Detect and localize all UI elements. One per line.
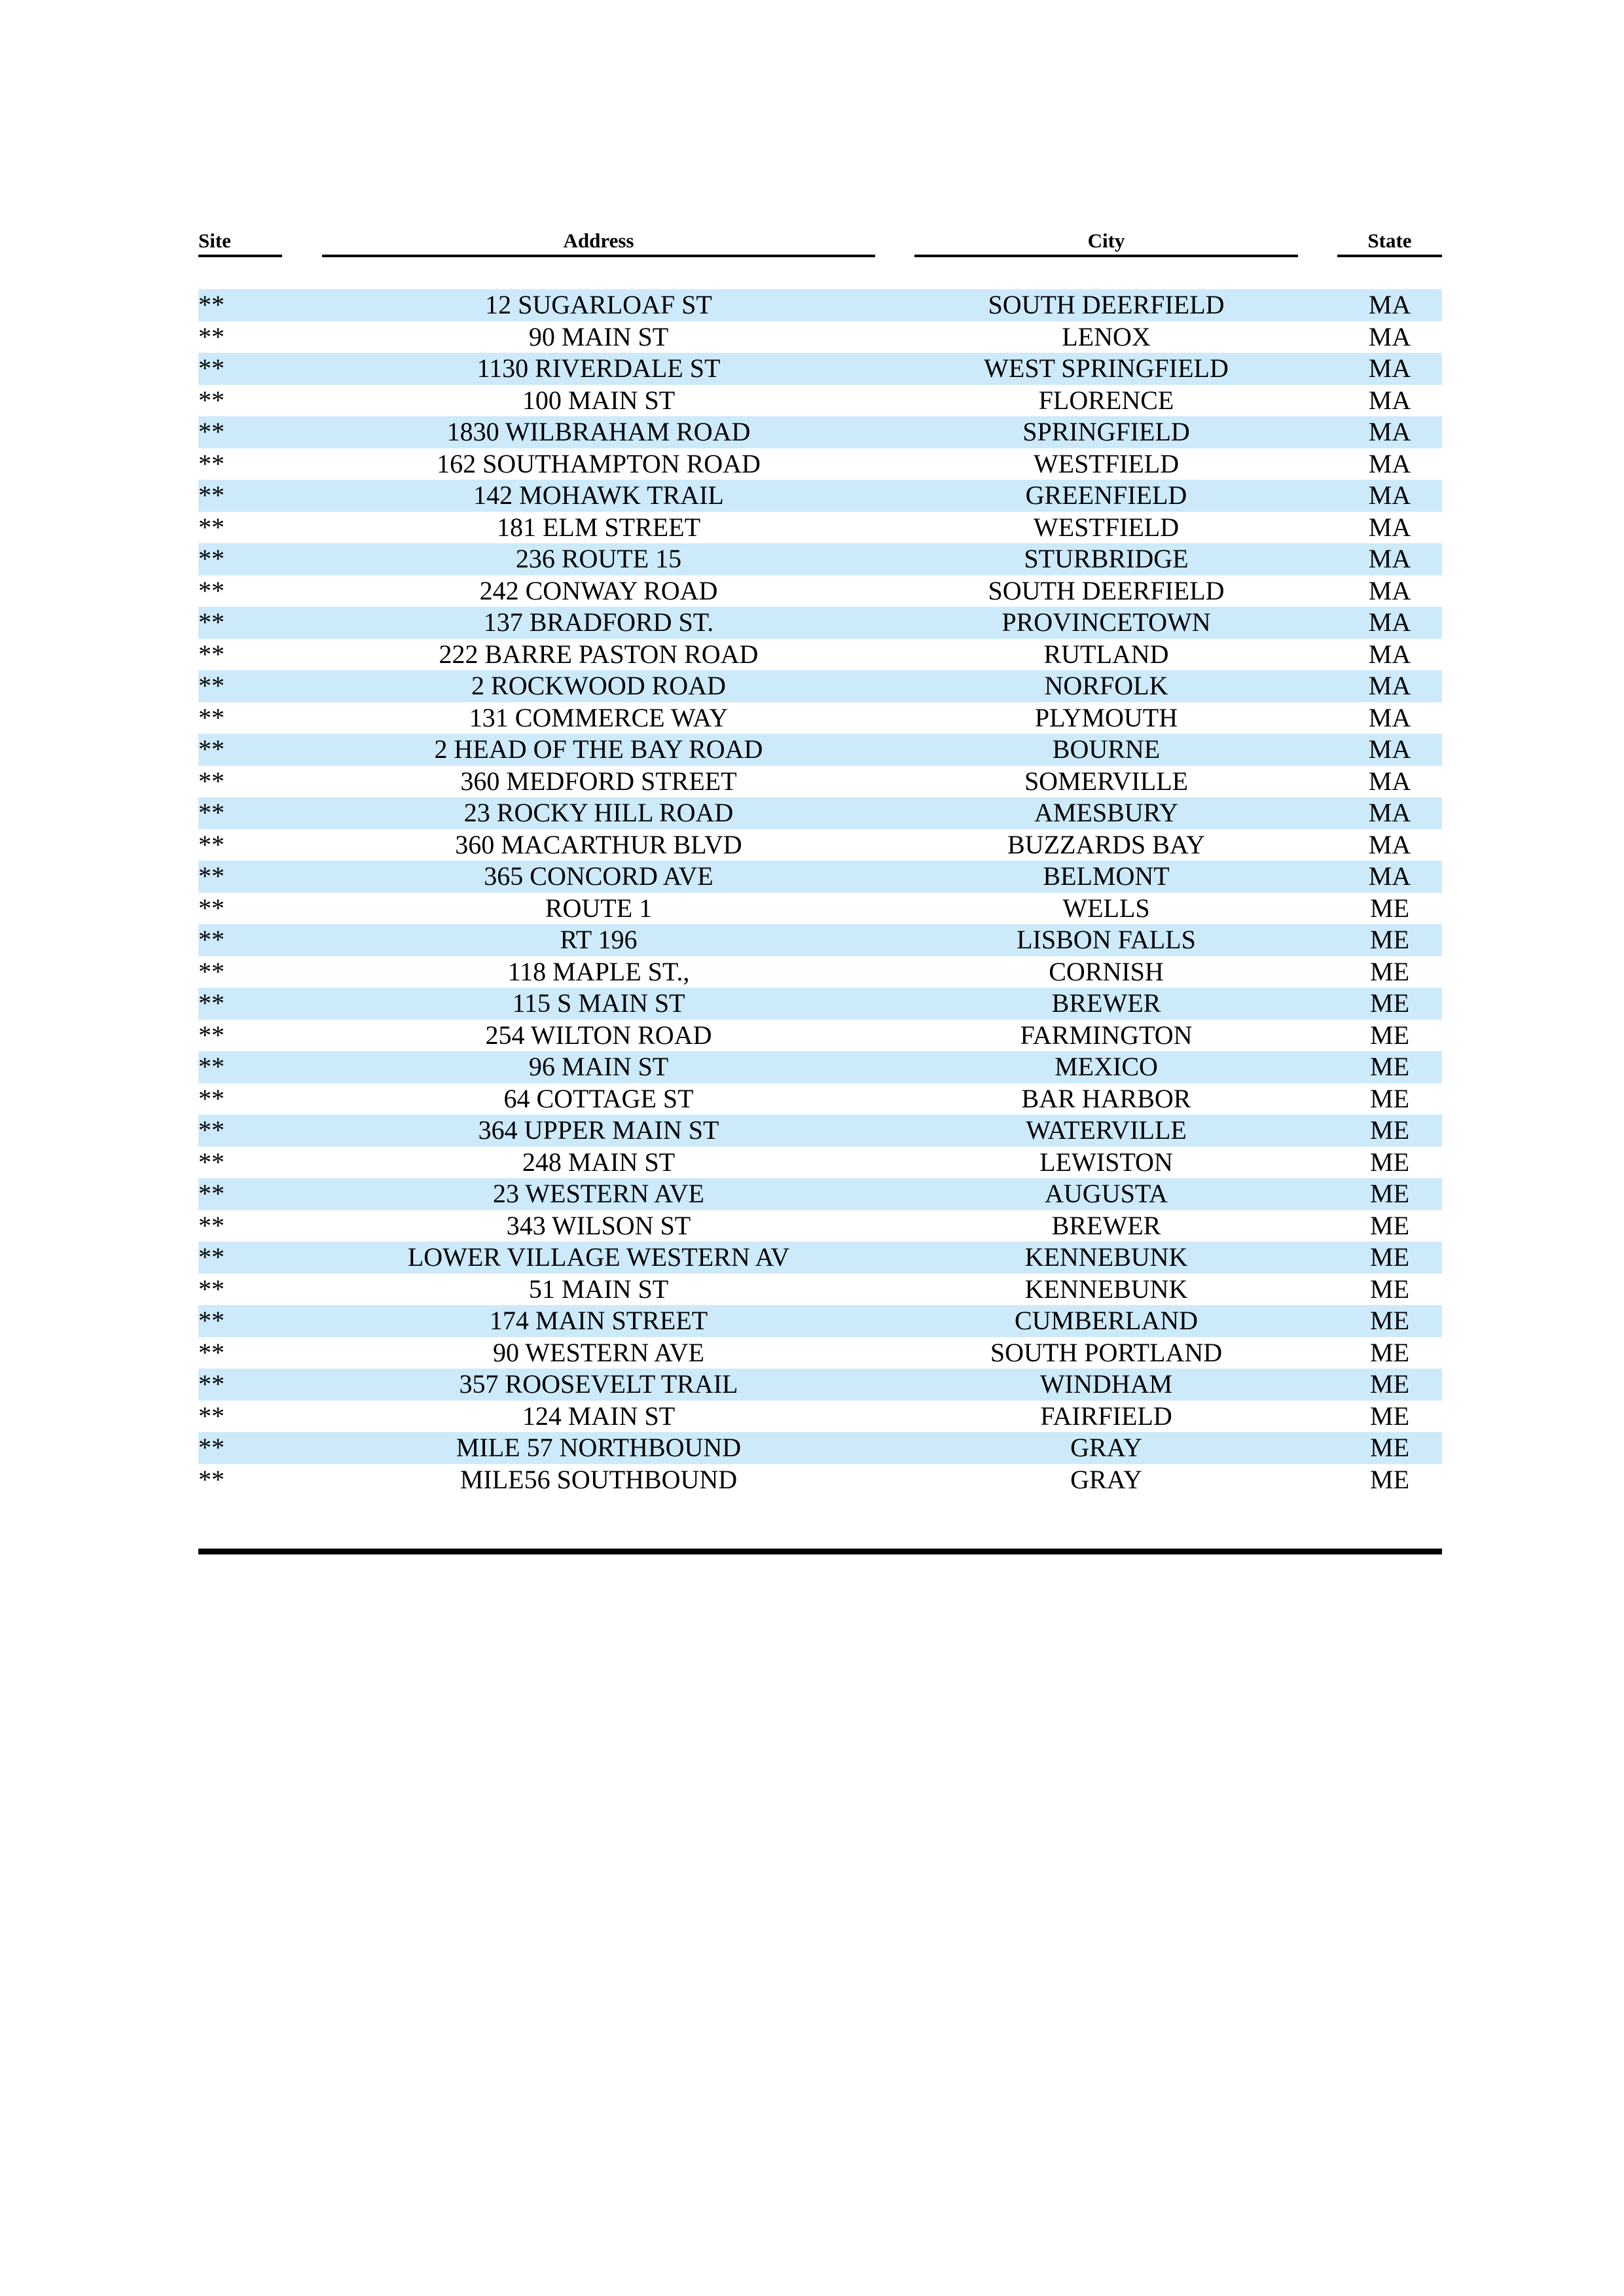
cell-state: MA — [1368, 290, 1411, 319]
cell-city: BREWER — [1051, 988, 1161, 1018]
cell-site: ** — [198, 1464, 225, 1494]
cell-site: ** — [198, 956, 225, 986]
cell-site: ** — [198, 702, 225, 732]
cell-city: GREENFIELD — [1025, 480, 1187, 510]
cell-state: MA — [1368, 448, 1411, 478]
table-row — [198, 1401, 1442, 1433]
cell-state: ME — [1370, 1083, 1409, 1113]
cell-site: ** — [198, 1337, 225, 1367]
cell-address: ROUTE 1 — [545, 893, 653, 923]
cell-state: ME — [1370, 1242, 1409, 1272]
cell-address: 1130 RIVERDALE ST — [477, 353, 721, 383]
cell-city: AMESBURY — [1034, 798, 1179, 827]
cell-site: ** — [198, 671, 225, 700]
cell-state: MA — [1368, 480, 1411, 510]
table-row — [198, 766, 1442, 798]
cell-site: ** — [198, 290, 225, 319]
cell-city: BAR HARBOR — [1021, 1083, 1191, 1113]
cell-site: ** — [198, 925, 225, 954]
header-address: Address — [322, 227, 875, 257]
cell-state: MA — [1368, 321, 1411, 351]
table-row — [198, 1432, 1442, 1464]
cell-site: ** — [198, 1115, 225, 1145]
table-row — [198, 797, 1442, 829]
table-row — [198, 321, 1442, 353]
table-row — [198, 385, 1442, 417]
cell-city: WINDHAM — [1039, 1369, 1173, 1399]
cell-city: WESTFIELD — [1033, 448, 1180, 478]
cell-state: ME — [1370, 1147, 1409, 1177]
cell-site: ** — [198, 1369, 225, 1399]
table-row — [198, 289, 1442, 321]
cell-state: MA — [1368, 417, 1411, 446]
cell-address: 364 UPPER MAIN ST — [478, 1115, 719, 1145]
footer-rule — [198, 1549, 1442, 1554]
cell-site: ** — [198, 1179, 225, 1208]
site-table — [198, 289, 1442, 1496]
cell-city: BREWER — [1051, 1210, 1161, 1240]
cell-address: 2 ROCKWOOD ROAD — [471, 671, 726, 700]
cell-site: ** — [198, 1210, 225, 1240]
cell-address: 365 CONCORD AVE — [484, 861, 713, 891]
cell-address: 12 SUGARLOAF ST — [485, 290, 712, 319]
table-row — [198, 543, 1442, 575]
table-row — [198, 1020, 1442, 1052]
cell-city: FLORENCE — [1038, 385, 1174, 415]
cell-state: MA — [1368, 766, 1411, 796]
cell-state: ME — [1370, 1115, 1409, 1145]
cell-address: 343 WILSON ST — [506, 1210, 691, 1240]
cell-site: ** — [198, 321, 225, 351]
table-row — [198, 1115, 1442, 1147]
cell-city: PLYMOUTH — [1034, 702, 1178, 732]
cell-site: ** — [198, 1401, 225, 1431]
cell-state: ME — [1370, 1306, 1409, 1335]
cell-state: ME — [1370, 1401, 1409, 1431]
table-row — [198, 734, 1442, 766]
cell-site: ** — [198, 1242, 225, 1272]
cell-address: 23 ROCKY HILL ROAD — [463, 798, 734, 827]
cell-site: ** — [198, 639, 225, 669]
cell-state: ME — [1370, 1020, 1409, 1050]
cell-state: ME — [1370, 1179, 1409, 1208]
cell-city: MEXICO — [1055, 1052, 1158, 1081]
cell-state: MA — [1368, 607, 1411, 637]
cell-address: 248 MAIN ST — [522, 1147, 676, 1177]
cell-city: BOURNE — [1052, 734, 1161, 764]
cell-address: 137 BRADFORD ST. — [483, 607, 714, 637]
cell-site: ** — [198, 798, 225, 827]
cell-address: 115 S MAIN ST — [512, 988, 685, 1018]
cell-address: MILE 57 NORTHBOUND — [456, 1433, 742, 1462]
cell-site: ** — [198, 385, 225, 415]
cell-city: WATERVILLE — [1026, 1115, 1187, 1145]
cell-state: MA — [1368, 861, 1411, 891]
cell-site: ** — [198, 353, 225, 383]
table-row — [198, 607, 1442, 639]
cell-city: KENNEBUNK — [1024, 1274, 1188, 1304]
cell-city: LISBON FALLS — [1017, 925, 1196, 954]
table-row — [198, 702, 1442, 734]
cell-city: KENNEBUNK — [1024, 1242, 1188, 1272]
cell-city: STURBRIDGE — [1024, 544, 1189, 573]
cell-state: MA — [1368, 544, 1411, 573]
cell-state: ME — [1370, 1464, 1409, 1494]
table-row — [198, 448, 1442, 480]
cell-site: ** — [198, 1083, 225, 1113]
cell-address: 2 HEAD OF THE BAY ROAD — [434, 734, 763, 764]
cell-city: GRAY — [1070, 1464, 1142, 1494]
table-row — [198, 1305, 1442, 1337]
table-row — [198, 1274, 1442, 1306]
cell-state: ME — [1370, 1369, 1409, 1399]
table-row — [198, 1147, 1442, 1179]
cell-site: ** — [198, 734, 225, 764]
cell-site: ** — [198, 1052, 225, 1081]
cell-address: 23 WESTERN AVE — [493, 1179, 704, 1208]
table-row — [198, 924, 1442, 956]
cell-site: ** — [198, 861, 225, 891]
cell-state: ME — [1370, 1210, 1409, 1240]
cell-address: 96 MAIN ST — [528, 1052, 669, 1081]
header-state: State — [1337, 227, 1442, 257]
table-row — [198, 1242, 1442, 1274]
cell-address: 90 MAIN ST — [528, 321, 669, 351]
table-row — [198, 353, 1442, 385]
cell-state: ME — [1370, 1274, 1409, 1304]
cell-city: CUMBERLAND — [1014, 1306, 1199, 1335]
cell-city: SOUTH DEERFIELD — [988, 290, 1225, 319]
table-row — [198, 480, 1442, 512]
cell-state: MA — [1368, 702, 1411, 732]
cell-address: 222 BARRE PASTON ROAD — [439, 639, 759, 669]
cell-city: BELMONT — [1043, 861, 1170, 891]
cell-address: 142 MOHAWK TRAIL — [473, 480, 724, 510]
cell-address: 100 MAIN ST — [522, 385, 676, 415]
table-header — [0, 227, 1624, 257]
table-row — [198, 1337, 1442, 1369]
cell-city: WELLS — [1062, 893, 1150, 923]
cell-address: 1830 WILBRAHAM ROAD — [446, 417, 751, 446]
cell-site: ** — [198, 512, 225, 542]
cell-address: 174 MAIN STREET — [489, 1306, 708, 1335]
cell-state: ME — [1370, 1052, 1409, 1081]
cell-address: 131 COMMERCE WAY — [469, 702, 729, 732]
cell-city: CORNISH — [1049, 956, 1164, 986]
cell-address: 51 MAIN ST — [528, 1274, 669, 1304]
cell-city: BUZZARDS BAY — [1007, 829, 1205, 859]
header-city: City — [914, 227, 1298, 257]
cell-city: AUGUSTA — [1045, 1179, 1168, 1208]
cell-site: ** — [198, 1020, 225, 1050]
table-row — [198, 512, 1442, 544]
table-row — [198, 988, 1442, 1020]
cell-site: ** — [198, 448, 225, 478]
table-row — [198, 861, 1442, 893]
cell-city: WEST SPRINGFIELD — [984, 353, 1229, 383]
table-row — [198, 1178, 1442, 1210]
table-row — [198, 1464, 1442, 1496]
cell-state: MA — [1368, 639, 1411, 669]
header-site: Site — [198, 227, 282, 257]
table-row — [198, 1210, 1442, 1242]
cell-city: SOMERVILLE — [1024, 766, 1189, 796]
cell-site: ** — [198, 1433, 225, 1462]
cell-city: SPRINGFIELD — [1022, 417, 1190, 446]
cell-city: NORFOLK — [1044, 671, 1168, 700]
cell-state: MA — [1368, 512, 1411, 542]
table-row — [198, 575, 1442, 607]
cell-state: ME — [1370, 1433, 1409, 1462]
cell-address: 162 SOUTHAMPTON ROAD — [437, 448, 761, 478]
cell-site: ** — [198, 575, 225, 605]
table-row — [198, 956, 1442, 988]
cell-address: 254 WILTON ROAD — [485, 1020, 712, 1050]
table-row — [198, 416, 1442, 448]
cell-state: ME — [1370, 1337, 1409, 1367]
cell-city: LEWISTON — [1039, 1147, 1173, 1177]
cell-city: WESTFIELD — [1033, 512, 1180, 542]
cell-site: ** — [198, 988, 225, 1018]
cell-city: FAIRFIELD — [1040, 1401, 1172, 1431]
cell-site: ** — [198, 607, 225, 637]
table-row — [198, 829, 1442, 861]
cell-state: MA — [1368, 575, 1411, 605]
cell-address: 236 ROUTE 15 — [515, 544, 682, 573]
cell-address: 118 MAPLE ST., — [507, 956, 690, 986]
cell-state: ME — [1370, 893, 1409, 923]
cell-state: MA — [1368, 734, 1411, 764]
cell-state: MA — [1368, 353, 1411, 383]
cell-site: ** — [198, 766, 225, 796]
table-row — [198, 639, 1442, 671]
cell-state: MA — [1368, 829, 1411, 859]
table-row — [198, 670, 1442, 702]
cell-city: LENOX — [1062, 321, 1151, 351]
cell-state: ME — [1370, 956, 1409, 986]
cell-city: SOUTH PORTLAND — [990, 1337, 1223, 1367]
cell-site: ** — [198, 1147, 225, 1177]
cell-address: 64 COTTAGE ST — [503, 1083, 694, 1113]
cell-address: RT 196 — [560, 925, 638, 954]
cell-site: ** — [198, 1306, 225, 1335]
cell-state: MA — [1368, 671, 1411, 700]
cell-city: PROVINCETOWN — [1001, 607, 1211, 637]
cell-site: ** — [198, 829, 225, 859]
cell-address: LOWER VILLAGE WESTERN AV — [407, 1242, 790, 1272]
cell-address: 357 ROOSEVELT TRAIL — [459, 1369, 738, 1399]
cell-site: ** — [198, 1274, 225, 1304]
cell-city: GRAY — [1070, 1433, 1142, 1462]
cell-address: 90 WESTERN AVE — [493, 1337, 704, 1367]
cell-site: ** — [198, 480, 225, 510]
cell-state: ME — [1370, 988, 1409, 1018]
cell-address: 124 MAIN ST — [522, 1401, 676, 1431]
cell-address: 360 MACARTHUR BLVD — [455, 829, 742, 859]
cell-city: RUTLAND — [1043, 639, 1169, 669]
cell-state: ME — [1370, 925, 1409, 954]
cell-address: 360 MEDFORD STREET — [460, 766, 737, 796]
cell-site: ** — [198, 417, 225, 446]
cell-city: FARMINGTON — [1020, 1020, 1193, 1050]
cell-city: SOUTH DEERFIELD — [988, 575, 1225, 605]
table-row — [198, 1051, 1442, 1083]
cell-state: MA — [1368, 385, 1411, 415]
cell-site: ** — [198, 893, 225, 923]
cell-address: 242 CONWAY ROAD — [479, 575, 718, 605]
table-row — [198, 1369, 1442, 1401]
cell-site: ** — [198, 544, 225, 573]
cell-state: MA — [1368, 798, 1411, 827]
cell-address: 181 ELM STREET — [496, 512, 701, 542]
cell-address: MILE56 SOUTHBOUND — [460, 1464, 738, 1494]
table-row — [198, 893, 1442, 925]
table-row — [198, 1083, 1442, 1115]
